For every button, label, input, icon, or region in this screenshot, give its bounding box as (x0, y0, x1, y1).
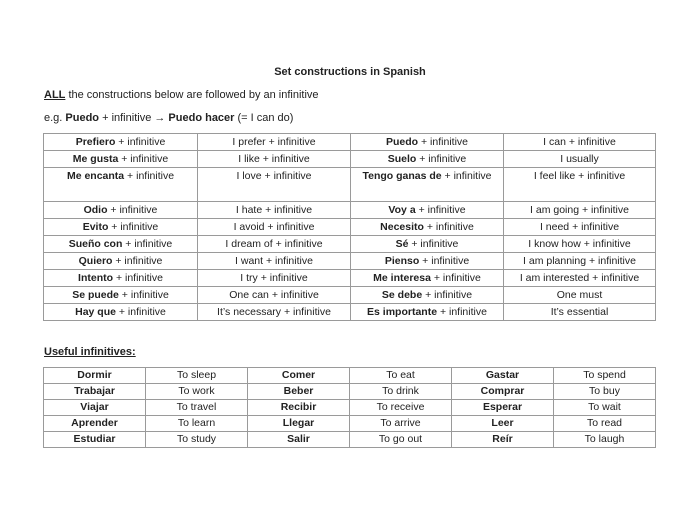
spanish-infinitive-cell: Dormir (44, 368, 146, 384)
spanish-verb: Evito (82, 221, 109, 233)
plus-infinitive: + infinitive (415, 204, 466, 216)
spanish-construction-cell (351, 287, 504, 304)
table-row (44, 400, 656, 416)
spanish-verb: Voy a (388, 204, 416, 216)
spanish-construction-cell (351, 151, 504, 168)
plus-infinitive: + infinitive (408, 238, 459, 250)
plus-infinitive: + infinitive (122, 238, 173, 250)
table-row (44, 134, 656, 151)
english-infinitive-cell: To travel (146, 400, 248, 416)
plus-infinitive: + infinitive (115, 306, 166, 318)
spanish-infinitive-cell: Salir (248, 432, 350, 448)
english-meaning-cell: It’s necessary + infinitive (198, 304, 351, 321)
spanish-verb: Tengo ganas de (362, 170, 442, 182)
spanish-construction-cell (44, 151, 198, 168)
spanish-infinitive-cell: Leer (452, 416, 554, 432)
spanish-construction-cell (44, 134, 198, 151)
spanish-verb: Suelo (387, 153, 417, 165)
spanish-construction-cell (44, 202, 198, 219)
english-meaning-cell: I usually (504, 151, 656, 168)
spanish-infinitive-cell: Aprender (44, 416, 146, 432)
constructions-table (43, 133, 656, 321)
english-infinitive-cell: To drink (350, 384, 452, 400)
table-row (44, 202, 656, 219)
english-infinitive-cell: To read (554, 416, 656, 432)
english-infinitive-cell: To laugh (554, 432, 656, 448)
spanish-verb: Pienso (384, 255, 420, 267)
example-line (44, 112, 293, 124)
spanish-infinitive-cell: Esperar (452, 400, 554, 416)
plus-infinitive: + infinitive (423, 221, 474, 233)
plus-infinitive: + infinitive (124, 170, 175, 182)
english-meaning-cell: I am going + infinitive (504, 202, 656, 219)
english-meaning-cell: I feel like + infinitive (504, 168, 656, 202)
example-meaning: (= I can do) (234, 112, 294, 124)
spanish-construction-cell (351, 253, 504, 270)
spanish-construction-cell (351, 270, 504, 287)
english-meaning-cell: One can + infinitive (198, 287, 351, 304)
spanish-verb: Se debe (381, 289, 423, 301)
spanish-infinitive-cell: Llegar (248, 416, 350, 432)
plus-infinitive: + infinitive (107, 204, 158, 216)
spanish-infinitive-cell: Comer (248, 368, 350, 384)
spanish-construction-cell (44, 270, 198, 287)
english-infinitive-cell: To work (146, 384, 248, 400)
spanish-verb: Intento (78, 272, 114, 284)
english-infinitive-cell: To spend (554, 368, 656, 384)
spanish-construction-cell (44, 287, 198, 304)
spanish-verb: Me gusta (72, 153, 119, 165)
spanish-infinitive-cell: Gastar (452, 368, 554, 384)
spanish-construction-cell (351, 134, 504, 151)
example-verb: Puedo (65, 112, 100, 124)
plus-infinitive: + infinitive (118, 289, 169, 301)
english-meaning-cell: I hate + infinitive (198, 202, 351, 219)
english-meaning-cell: I want + infinitive (198, 253, 351, 270)
spanish-verb: Se puede (72, 289, 119, 301)
plus-infinitive: + infinitive (441, 170, 492, 182)
english-meaning-cell: I like + infinitive (198, 151, 351, 168)
english-meaning-cell: I need + infinitive (504, 219, 656, 236)
table-row (44, 304, 656, 321)
english-infinitive-cell: To sleep (146, 368, 248, 384)
english-meaning-cell: I can + infinitive (504, 134, 656, 151)
english-infinitive-cell: To learn (146, 416, 248, 432)
english-meaning-cell: It’s essential (504, 304, 656, 321)
table-row (44, 287, 656, 304)
spanish-infinitive-cell: Viajar (44, 400, 146, 416)
spanish-verb: Necesito (380, 221, 424, 233)
english-infinitive-cell: To buy (554, 384, 656, 400)
english-meaning-cell: One must (504, 287, 656, 304)
useful-infinitives-heading: Useful infinitives: (44, 346, 136, 358)
spanish-infinitive-cell: Beber (248, 384, 350, 400)
spanish-infinitive-cell: Comprar (452, 384, 554, 400)
plus-infinitive: + infinitive (430, 272, 481, 284)
table-row (44, 270, 656, 287)
intro-line (44, 89, 319, 101)
spanish-infinitive-cell: Estudiar (44, 432, 146, 448)
plus-infinitive: + infinitive (112, 255, 163, 267)
spanish-verb: Puedo (386, 136, 419, 148)
spanish-verb: Odio (83, 204, 108, 216)
english-meaning-cell: I know how + infinitive (504, 236, 656, 253)
english-meaning-cell: I love + infinitive (198, 168, 351, 202)
english-infinitive-cell: To go out (350, 432, 452, 448)
english-infinitive-cell: To receive (350, 400, 452, 416)
english-infinitive-cell: To arrive (350, 416, 452, 432)
plus-infinitive: + infinitive (437, 306, 487, 318)
english-meaning-cell: I avoid + infinitive (198, 219, 351, 236)
english-infinitive-cell: To study (146, 432, 248, 448)
spanish-verb: Sueño con (68, 238, 123, 250)
plus-infinitive: + infinitive (115, 136, 166, 148)
table-row (44, 432, 656, 448)
table-row (44, 236, 656, 253)
english-infinitive-cell: To wait (554, 400, 656, 416)
spanish-verb: Prefiero (75, 136, 116, 148)
plus-infinitive: + infinitive (416, 153, 467, 165)
spanish-verb: Hay que (75, 306, 116, 318)
plus-infinitive: + infinitive (419, 255, 470, 267)
example-prefix: e.g. (44, 112, 66, 124)
spanish-infinitive-cell: Trabajar (44, 384, 146, 400)
spanish-construction-cell (44, 168, 198, 202)
english-meaning-cell: I prefer + infinitive (198, 134, 351, 151)
table-row (44, 384, 656, 400)
arrow-icon: → (154, 112, 166, 124)
english-infinitive-cell: To eat (350, 368, 452, 384)
spanish-construction-cell (351, 236, 504, 253)
spanish-verb: Es importante (367, 306, 438, 318)
spanish-construction-cell (351, 168, 504, 202)
spanish-construction-cell (351, 202, 504, 219)
spanish-construction-cell (44, 253, 198, 270)
spanish-verb: Sé (395, 238, 409, 250)
plus-infinitive: + infinitive (113, 272, 163, 284)
spanish-verb: Me interesa (373, 272, 431, 284)
english-meaning-cell: I am interested + infinitive (504, 270, 656, 287)
spanish-infinitive-cell: Reír (452, 432, 554, 448)
spanish-construction-cell (44, 236, 198, 253)
infinitives-table (43, 367, 656, 448)
table-row (44, 151, 656, 168)
intro-all: ALL (44, 89, 66, 101)
spanish-verb: Me encanta (66, 170, 125, 182)
intro-rest: the constructions below are followed by an infinitive (65, 89, 319, 101)
table-row (44, 219, 656, 236)
page-title: Set constructions in Spanish (274, 66, 426, 78)
plus-infinitive: + infinitive (418, 136, 468, 148)
table-row (44, 368, 656, 384)
spanish-construction-cell (351, 219, 504, 236)
spanish-construction-cell (44, 219, 198, 236)
table-row (44, 168, 656, 202)
example-plus: + infinitive (99, 112, 155, 124)
spanish-construction-cell (44, 304, 198, 321)
english-meaning-cell: I am planning + infinitive (504, 253, 656, 270)
spanish-infinitive-cell: Recibir (248, 400, 350, 416)
english-meaning-cell: I dream of + infinitive (198, 236, 351, 253)
english-meaning-cell: I try + infinitive (198, 270, 351, 287)
plus-infinitive: + infinitive (118, 153, 169, 165)
spanish-verb: Quiero (78, 255, 113, 267)
table-row (44, 416, 656, 432)
example-result: Puedo hacer (165, 112, 235, 124)
table-row (44, 253, 656, 270)
plus-infinitive: + infinitive (422, 289, 473, 301)
spanish-construction-cell (351, 304, 504, 321)
plus-infinitive: + infinitive (108, 221, 159, 233)
